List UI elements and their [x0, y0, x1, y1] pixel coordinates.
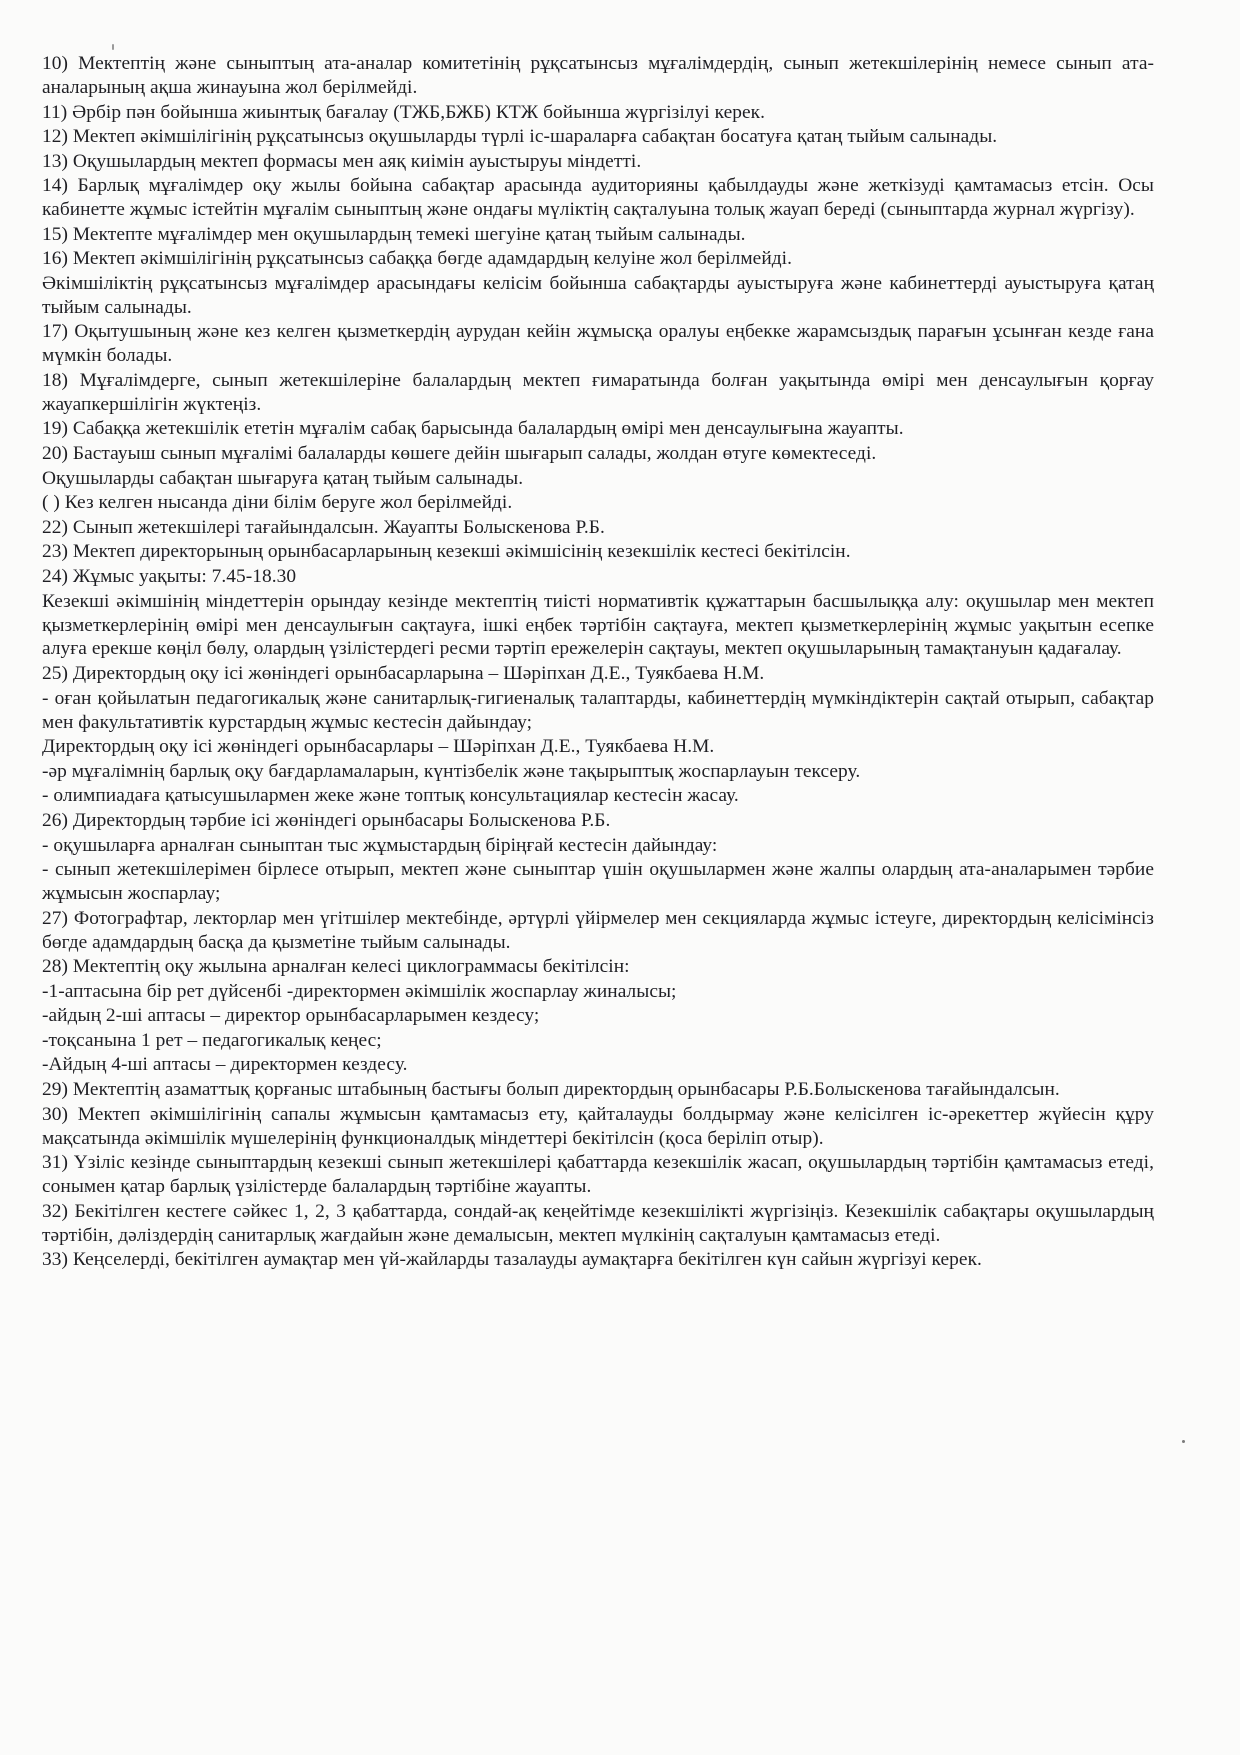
- paragraph-33: 33) Кеңселерді, бекітілген аумақтар мен үй-жайларды тазалауды аумақтарға бекітілген күн сайын жүргізуі керек.: [42, 1249, 982, 1271]
- paragraph-28: 28) Мектептің оқу жылына арналған келесі циклограммасы бекітілсін:: [42, 956, 630, 978]
- paragraph-19: 19) Сабаққа жетекшілік ететін мұғалім сабақ барысында балалардың өмірі мен денсаулығына жауапты.: [42, 418, 904, 440]
- paragraph-10: 10) Мектептің және сыныптың ата-аналар комитетінің рұқсатынсыз мұғалімдердің, сынып жетекшілерінің немесе сынып ата-аналарының ақша жинауына жол берілмейді.: [42, 53, 1154, 98]
- scan-speck: [1182, 1440, 1185, 1443]
- paragraph-18: 18) Мұғалімдерге, сынып жетекшілеріне балалардың мектеп ғимаратында болған уақытында өмірі мен денсаулығын қорғау жауапкершілігін жүктеңіз.: [42, 369, 1154, 415]
- paragraph-12: 12) Мектеп әкімшілігінің рұқсатынсыз оқушыларды түрлі іс-шараларға сабақтан босатуға қатаң тыйым салынады.: [42, 126, 998, 148]
- paragraph-24: 24) Жұмыс уақыты: 7.45-18.30: [42, 566, 297, 588]
- paragraph-26-item-1: - оқушыларға арналған сыныптан тыс жұмыстардың біріңғай кестесін дайындау:: [42, 834, 718, 856]
- paragraph-14: 14) Барлық мұғалімдер оқу жылы бойына сабақтар арасында аудиторияны қабылдауды және жеткізуді қамтамасыз етсін. Осы кабинетте жұмыс істейтін мұғалім сыныптың және ондағы мүліктің сақталуына толық жауап береді (сыныптарда журнал жүргізу).: [42, 175, 1154, 221]
- paragraph-27: 27) Фотографтар, лекторлар мен үгітшілер мектебінде, әртүрлі үйірмелер мен секцияларда жұмыс істеуге, директордың келісімінсіз бөгде адамдардың басқа да қызметіне тыйым салынады.: [42, 907, 1154, 953]
- paragraph-22: 22) Сынып жетекшілері тағайындалсын. Жауапты Болыскенова Р.Б.: [42, 516, 605, 538]
- paragraph-28-item-1: -1-аптасына бір рет дүйсенбі -директормен әкімшілік жоспарлау жиналысы;: [42, 980, 677, 1002]
- paragraph-28-item-4: -Айдың 4-ші аптасы – директормен кездесу.: [42, 1054, 408, 1076]
- paragraph-16-continued: Әкімшіліктің рұқсатынсыз мұғалімдер арасындағы келісім бойынша сабақтарды ауыстыруға және кабинеттерді ауыстыруға қатаң тыйым салынады.: [42, 272, 1154, 318]
- paragraph-20: 20) Бастауыш сынып мұғалімі балаларды көшеге дейін шығарып салады, жолдан өтуге көмектеседі.: [42, 443, 877, 465]
- scan-speck: [112, 44, 114, 50]
- paragraph-29: 29) Мектептің азаматтық қорғаныс штабының бастығы болып директордың орынбасары Р.Б.Болыскенова тағайындалсын.: [42, 1079, 1060, 1101]
- paragraph-15: 15) Мектепте мұғалімдер мен оқушылардың темекі шегуіне қатаң тыйым салынады.: [42, 223, 746, 245]
- paragraph-31: 31) Үзіліс кезінде сыныптардың кезекші сынып жетекшілері қабаттарда кезекшілік жасап, оқушылардың тәртібін қамтамасыз етеді, сонымен қатар барлық үзілістерде балалардың тәртібіне жауапты.: [42, 1152, 1154, 1198]
- paragraph-13: 13) Оқушылардың мектеп формасы мен аяқ киімін ауыстыруы міндетті.: [42, 150, 642, 172]
- paragraph-30: 30) Мектеп әкімшілігінің сапалы жұмысын қамтамасыз ету, қайталауды болдырмау және келісілген іс-әрекеттер жүйесін құру мақсатында әкімшілік мүшелерінің функционалдық міндеттері бекітілсін (қоса беріліп отыр).: [42, 1103, 1154, 1149]
- paragraph-23: 23) Мектеп директорының орынбасарларының кезекші әкімшісінің кезекшілік кестесі бекітілсін.: [42, 541, 851, 563]
- paragraph-25-item-2: -әр мұғалімнің барлық оқу бағдарламаларын, күнтізбелік және тақырыптық жоспарлауын тексеру.: [42, 760, 861, 782]
- paragraph-25-item-3: - олимпиадаға қатысушылармен жеке және топтық консультациялар кестесін жасау.: [42, 785, 739, 807]
- paragraph-21: ( ) Кез келген нысанда діни білім беруге жол берілмейді.: [42, 492, 513, 514]
- paragraph-25-repeat: Директордың оқу ісі жөніндегі орынбасарлары – Шәріпхан Д.Е., Туякбаева Н.М.: [42, 736, 715, 758]
- paragraph-28-item-2: -айдың 2-ші аптасы – директор орынбасарларымен кездесу;: [42, 1005, 540, 1027]
- paragraph-25-item-1: - оған қойылатын педагогикалық және санитарлық-гигиеналық талаптарды, кабинеттердің мүмкіндіктерін сақтай отырып, сабақтар мен факультативтік курстардың жұмыс кестесін дайындау;: [42, 687, 1154, 733]
- paragraph-26: 26) Директордың тәрбие ісі жөніндегі орынбасары Болыскенова Р.Б.: [42, 809, 611, 831]
- document-body: [42, 52, 1154, 1273]
- paragraph-32: 32) Бекітілген кестеге сәйкес 1, 2, 3 қабаттарда, сондай-ақ кеңейтімде кезекшілікті жүргізіңіз. Кезекшілік сабақтары оқушылардың тәртібін, дәліздердің санитарлық жағдайын және демалысын, мектеп мүлкінің сақталуын қамтамасыз етеді.: [42, 1200, 1154, 1246]
- paragraph-17: 17) Оқытушының және кез келген қызметкердің аурудан кейін жұмысқа оралуы еңбекке жарамсыздық парағын ұсынған кезде ғана мүмкін болады.: [42, 321, 1154, 367]
- paragraph-26-item-2: - сынып жетекшілерімен бірлесе отырып, мектеп және сыныптар үшін оқушылармен және жалпы олардың ата-аналарымен тәрбие жұмысын жоспарлау;: [42, 859, 1154, 904]
- paragraph-16: 16) Мектеп әкімшілігінің рұқсатынсыз сабаққа бөгде адамдардың келуіне жол берілмейді.: [42, 248, 792, 270]
- paragraph-28-item-3: -тоқсанына 1 рет – педагогикалық кеңес;: [42, 1029, 382, 1051]
- paragraph-25: 25) Директордың оқу ісі жөніндегі орынбасарларына – Шәріпхан Д.Е., Туякбаева Н.М.: [42, 663, 765, 685]
- paragraph-20-continued: Оқушыларды сабақтан шығаруға қатаң тыйым салынады.: [42, 467, 524, 489]
- paragraph-11: 11) Әрбір пән бойынша жиынтық бағалау (ТЖБ,БЖБ) КТЖ бойынша жүргізілуі керек.: [42, 101, 765, 123]
- paragraph-24-duties: Кезекші әкімшінің міндеттерін орындау кезінде мектептің тиісті нормативтік құжаттарын басшылыққа алу: оқушылар мен мектеп қызметкерлерінің өмірі мен денсаулығын сақтауға, ішкі еңбек тәртібін сақтауға, мектеп қызметкерлерінің жұмыс уақытын есепке алуға ерекше көңіл бөлу, олардың үзілістердегі ресми тәртіп ережелерін сақтауы, мектеп оқушыларының тамақтануын қадағалау.: [42, 590, 1154, 660]
